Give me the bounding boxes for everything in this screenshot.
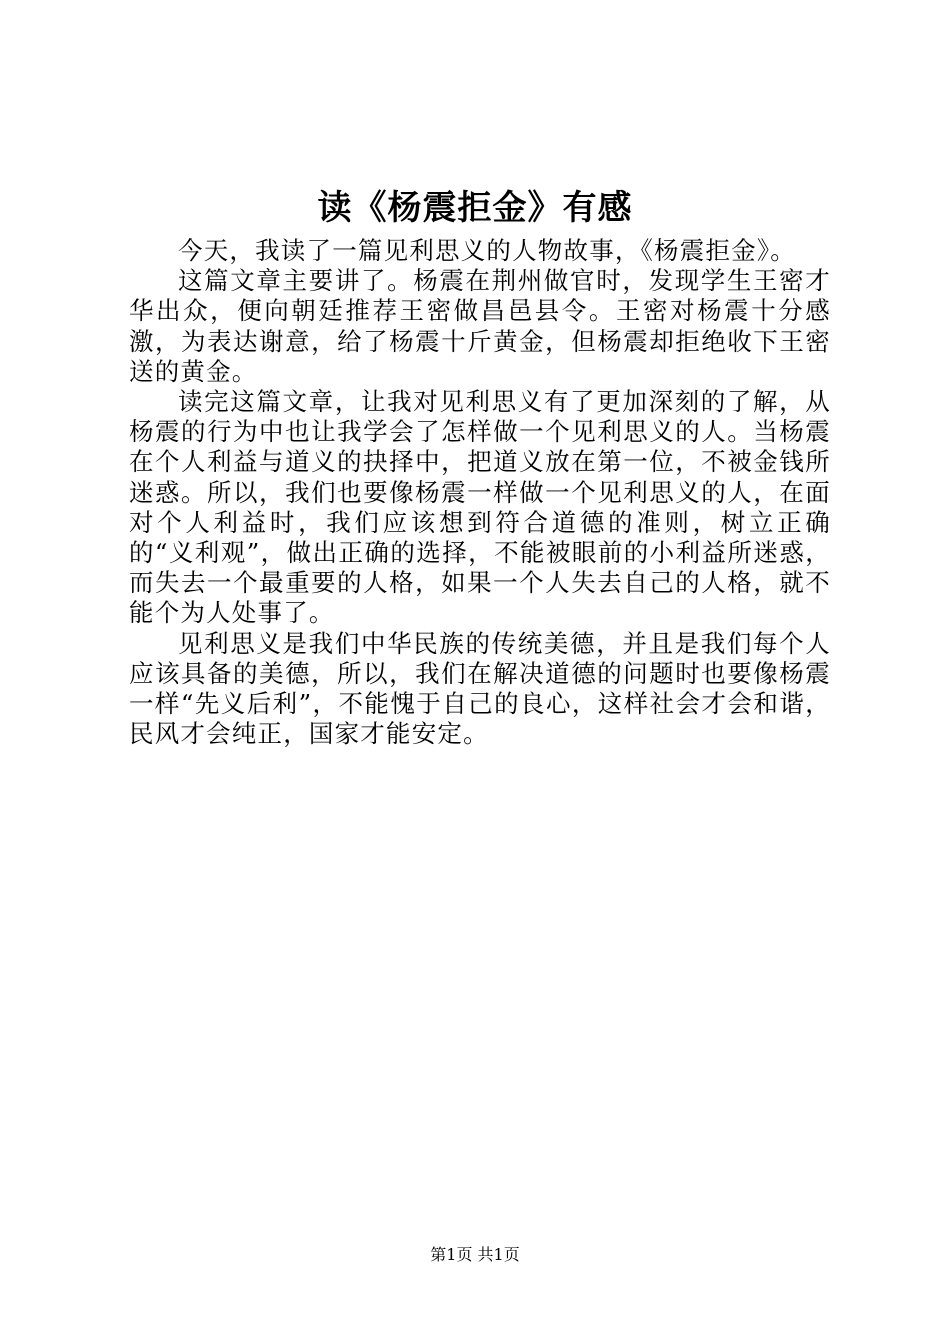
paragraph: 今天，我读了一篇见利思义的人物故事，《杨震拒金》。 xyxy=(178,236,796,265)
page-footer: 第1页 共1页 xyxy=(430,1245,520,1264)
document-body xyxy=(129,236,831,749)
paragraph: 这篇文章主要讲了。杨震在荆州做官时，发现学生王密才华出众，便向朝廷推荐王密做昌邑县令。王密对杨震十分感激，为表达谢意，给了杨震十斤黄金，但杨震却拒绝收下王密送的黄金。 xyxy=(129,266,831,386)
paragraph: 见利思义是我们中华民族的传统美德，并且是我们每个人应该具备的美德，所以，我们在解决道德的问题时也要像杨震一样“先义后利”，不能愧于自己的良心，这样社会才会和谐，民风才会纯正，国家才能安定。 xyxy=(129,628,831,749)
paragraph: 读完这篇文章，让我对见利思义有了更加深刻的了解，从杨震的行为中也让我学会了怎样做一个见利思义的人。当杨震在个人利益与道义的抉择中，把道义放在第一位，不被金钱所迷惑。所以，我们也要像杨震一样做一个见利思义的人，在面对个人利益时，我们应该想到符合道德的准则，树立正确的“义利观”，做出正确的选择，不能被眼前的小利益所迷惑，而失去一个最重要的人格，如果一个人失去自己的人格，就不能个为人处事了。 xyxy=(129,387,831,628)
document-title: 读《杨震拒金》有感 xyxy=(317,188,633,228)
